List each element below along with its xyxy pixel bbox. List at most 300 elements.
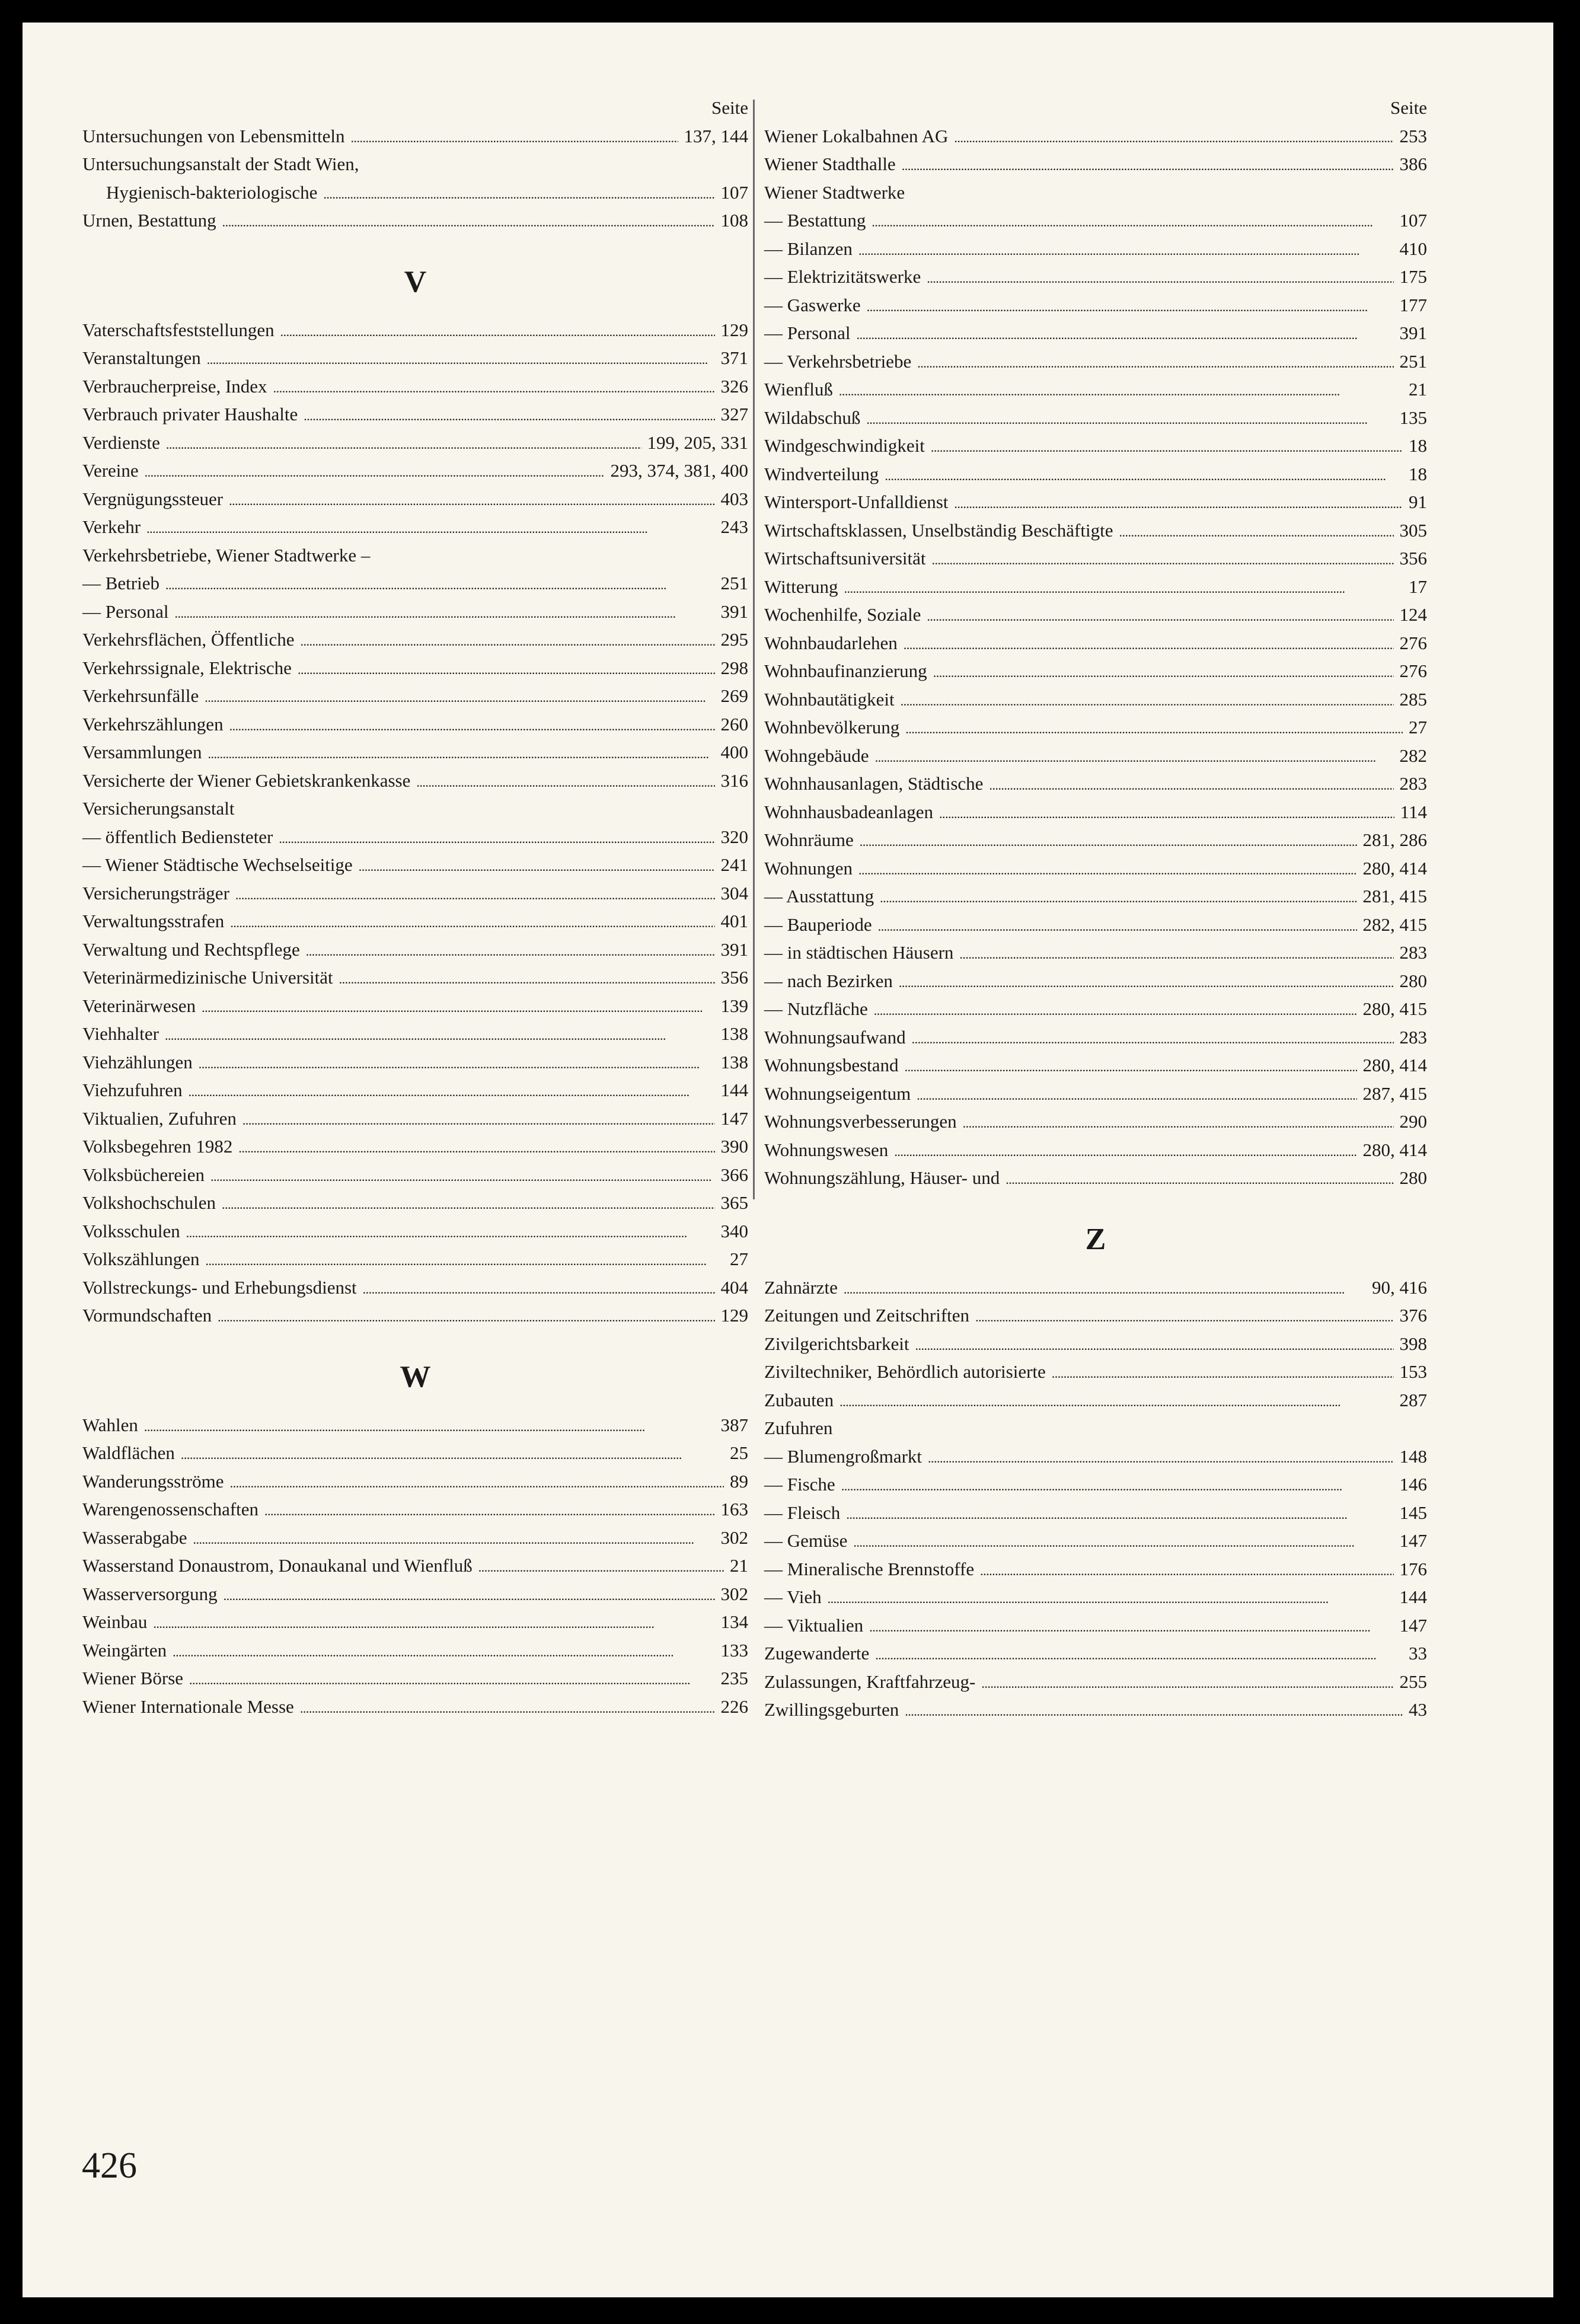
entry-label: Witterung [764,576,838,597]
entry-pages: 280, 414 [1362,1139,1427,1160]
entry-label: Volksbegehren 1982 [82,1136,233,1157]
entry-pages: 148 [1399,1445,1427,1467]
dot-leader [224,1580,715,1610]
entry-pages: 147 [720,1107,748,1129]
dot-leader [917,1080,1356,1110]
entry-label: — Vieh [764,1586,822,1607]
entry-pages: 280 [1399,970,1427,991]
index-page [23,23,1553,2297]
index-entry [764,1107,1427,1136]
entry-label: Wirtschaftsuniversität [764,548,926,569]
index-entry [764,1273,1427,1302]
index-entry [82,1104,748,1133]
index-entry [82,907,748,936]
dot-leader [844,573,1403,603]
dot-leader [235,879,715,909]
index-entry [764,601,1427,629]
index-entry [82,654,748,682]
dot-leader [954,122,1393,152]
index-entry [82,936,748,964]
entry-label: Viehzufuhren [82,1080,183,1100]
entry-pages: 18 [1409,463,1427,484]
index-entry [764,713,1427,742]
dot-leader [175,598,715,628]
dot-leader [218,1301,714,1332]
dot-leader [853,1527,1393,1557]
dot-leader [899,967,1394,997]
entry-label: — Fleisch [764,1502,841,1523]
entry-label: Verkehrsbetriebe, Wiener Stadtwerke – [82,544,371,566]
entry-pages: 33 [1409,1643,1427,1664]
dot-leader [840,1386,1393,1416]
entry-pages: 391 [720,601,748,622]
dot-leader [939,798,1394,828]
index-entry [764,1164,1427,1192]
index-entry [764,544,1427,573]
index-entry [82,1439,748,1467]
index-entry [764,967,1427,995]
index-entry [82,879,748,908]
index-entry [764,375,1427,404]
entry-pages: 138 [720,1023,748,1044]
dot-leader [839,375,1403,406]
index-entry [82,1217,748,1246]
index-entry [82,1161,748,1189]
entry-pages: 235 [720,1668,748,1688]
entry-pages: 129 [720,319,748,340]
index-entry [764,150,1427,178]
index-entry [82,823,748,851]
entry-label: — in städtischen Häusern [764,942,954,963]
index-entry [82,1608,748,1636]
entry-pages: 398 [1399,1333,1427,1354]
entry-pages: 255 [1399,1671,1427,1692]
dot-leader [975,1301,1393,1332]
entry-pages: 25 [730,1442,748,1463]
dot-leader [306,936,715,966]
entry-label: Zubauten [764,1389,834,1410]
index-entry [764,1442,1427,1471]
entry-pages: 163 [720,1499,748,1519]
entry-pages: 356 [720,967,748,988]
entry-label: Wohnbevölkerung [764,717,900,738]
entry-label: Viehzählungen [82,1051,193,1072]
index-entry [764,319,1427,347]
entry-pages: 176 [1399,1558,1427,1579]
entry-label: Veterinärmedizinische Universität [82,967,333,988]
entry-label: Wohnbautätigkeit [764,688,895,710]
dot-leader [858,235,1394,265]
entry-pages: 21 [730,1555,748,1576]
entry-label: Wohnungsaufwand [764,1026,906,1048]
index-entry [82,963,748,992]
dot-leader [339,963,715,994]
index-entry [82,1495,748,1524]
dot-leader [193,1524,715,1554]
entry-pages: 387 [720,1414,748,1435]
entry-pages: 410 [1399,238,1427,259]
dot-leader [917,347,1393,378]
entry-label: Volkshochschulen [82,1192,216,1213]
entry-pages: 27 [1409,717,1427,738]
index-entry [764,770,1427,798]
index-entry [764,460,1427,489]
entry-label: Untersuchungen von Lebensmitteln [82,125,345,146]
index-entry [82,206,748,235]
entry-label: Versammlungen [82,742,202,762]
index-entry [82,1189,748,1217]
dot-leader [153,1608,714,1638]
entry-label: — Wiener Städtische Wechselseitige [82,854,353,875]
entry-pages: 280, 414 [1362,1055,1427,1075]
index-column-left [82,94,748,1720]
dot-leader [901,685,1394,716]
dot-leader [300,625,714,656]
entry-label: — Gaswerke [764,294,861,315]
dot-leader [351,122,678,152]
entry-pages: 107 [720,181,748,203]
entry-label: Wohnräume [764,829,854,850]
entry-label: Zwillingsgeburten [764,1699,899,1720]
index-column-right [764,94,1427,1724]
dot-leader [229,710,715,740]
dot-leader [980,1555,1393,1585]
entry-pages: 21 [1409,379,1427,400]
index-entry [82,1524,748,1552]
index-entry [82,1467,748,1496]
entry-label: Wintersport-Unfalldienst [764,491,949,512]
entry-label: Versicherte der Wiener Gebietskrankenkasse [82,770,411,791]
index-entry [764,347,1427,376]
entry-pages: 260 [720,713,748,735]
entry-pages: 199, 205, 331 [647,432,748,453]
index-entry [764,1301,1427,1330]
dot-leader [1119,516,1393,547]
dot-leader [279,823,714,853]
dot-leader [904,629,1394,659]
entry-label: Wochenhilfe, Soziale [764,604,921,625]
index-entry [82,1132,748,1161]
entry-label: Wohnhausanlagen, Städtische [764,773,984,794]
dot-leader [927,601,1393,631]
entry-pages: 287, 415 [1362,1083,1427,1104]
entry-pages: 153 [1399,1361,1427,1382]
entry-pages: 293, 374, 381, 400 [610,460,748,481]
index-entry [82,150,748,178]
index-entry [764,516,1427,545]
entry-label: Wiener Stadtwerke [764,181,905,203]
dot-leader [885,460,1403,490]
entry-pages: 138 [720,1051,748,1072]
entry-label: — Verkehrsbetriebe [764,350,912,372]
entry-label: — öffentlich Bediensteter [82,826,273,847]
entry-label: Vormundschaften [82,1305,212,1326]
index-entry [764,1639,1427,1668]
entry-pages: 285 [1399,688,1427,710]
index-entry [82,1245,748,1273]
dot-leader [912,1023,1394,1054]
index-entry [764,1527,1427,1555]
entry-pages: 144 [1399,1586,1427,1607]
index-entry [82,794,748,823]
entry-pages: 269 [720,685,748,706]
entry-label: Warengenossenschaften [82,1499,259,1519]
index-entry [764,404,1427,432]
entry-label: Verkehr [82,516,141,537]
entry-pages: 283 [1399,773,1427,794]
dot-leader [222,1189,714,1219]
dot-leader [205,1245,724,1275]
entry-label: Vaterschaftsfeststellungen [82,319,274,340]
index-entry [82,344,748,372]
entry-label: Verkehrssignale, Elektrische [82,657,292,678]
index-entry [764,1080,1427,1108]
dot-leader [230,907,714,937]
dot-leader [880,882,1356,912]
dot-leader [264,1495,714,1525]
dot-leader [905,713,1403,743]
index-entry [764,1386,1427,1415]
entry-label: Zivilgerichtsbarkeit [764,1333,909,1354]
dot-leader [867,291,1394,321]
entry-label: Vereine [82,460,139,481]
entry-pages: 391 [720,938,748,960]
column-divider [753,100,755,1199]
entry-pages: 18 [1409,435,1427,456]
entry-pages: 283 [1399,1026,1427,1048]
entry-label: Verwaltung und Rechtspflege [82,938,300,960]
dot-leader [173,1636,714,1667]
entry-pages: 316 [720,770,748,791]
dot-leader [963,1107,1394,1138]
index-entry [82,456,748,485]
index-entry [764,911,1427,939]
index-entry [82,513,748,541]
entry-label: Verbraucherpreise, Index [82,375,267,397]
entry-pages: 305 [1399,519,1427,541]
index-entry [82,429,748,457]
dot-leader [869,1611,1393,1642]
dot-leader [872,206,1393,237]
entry-label: Vergnügungssteuer [82,488,224,509]
dot-leader [202,992,714,1022]
dot-leader [242,1104,715,1135]
entry-pages: 287 [1399,1389,1427,1410]
entry-pages: 326 [720,375,748,397]
index-entry [764,1696,1427,1724]
entry-label: — Viktualien [764,1614,864,1636]
entry-pages: 391 [1399,323,1427,343]
entry-label: Viktualien, Zufuhren [82,1107,237,1129]
dot-leader [186,1217,715,1247]
index-entry [82,400,748,429]
dot-leader [166,429,641,459]
entry-pages: 90, 416 [1372,1276,1427,1298]
entry-label: Volksschulen [82,1220,180,1241]
entry-pages: 340 [720,1220,748,1241]
index-entry [764,854,1427,883]
dot-leader [846,1499,1393,1529]
index-entry [764,1583,1427,1611]
index-entry [764,1611,1427,1640]
entry-label: — Elektrizitätswerke [764,266,921,287]
index-entry [82,767,748,795]
dot-leader [927,263,1393,293]
entry-pages: 282 [1399,745,1427,766]
entry-label: Verdienste [82,432,160,453]
dot-leader [222,206,715,237]
entry-label: Wohnbaufinanzierung [764,660,927,681]
index-entry [82,1273,748,1302]
entry-label: Zahnärzte [764,1276,838,1298]
entry-label: Ziviltechniker, Behördlich autorisierte [764,1361,1046,1382]
entry-label: Wohnungsbestand [764,1055,899,1075]
entry-label: — Bestattung [764,210,866,231]
index-entry [764,1414,1427,1442]
entry-label: — nach Bezirken [764,970,893,991]
entry-label: — Blumengroßmarkt [764,1445,923,1467]
page-number: 426 [82,2146,137,2186]
dot-leader [280,316,715,346]
entry-pages: 401 [720,911,748,931]
entry-pages: 366 [720,1164,748,1185]
entry-label: Verkehrszählungen [82,713,224,735]
entry-pages: 290 [1399,1111,1427,1132]
entry-label: Wanderungsströme [82,1470,224,1492]
entry-pages: 295 [720,629,748,650]
entry-pages: 371 [720,347,748,368]
index-entry [82,710,748,739]
entry-pages: 251 [720,573,748,593]
dot-leader [954,488,1403,518]
entry-label: — Ausstattung [764,886,874,906]
entry-label: Wiener Börse [82,1668,184,1688]
dot-leader [866,404,1393,434]
entry-pages: 147 [1399,1614,1427,1636]
entry-label: Volksbüchereien [82,1164,205,1185]
entry-pages: 124 [1399,604,1427,625]
dot-leader [981,1668,1393,1698]
entry-label: Wasserstand Donaustrom, Donaukanal und Wienfluß [82,1555,473,1576]
entry-label: — Nutzfläche [764,998,868,1019]
entry-label: Versicherungsträger [82,882,229,904]
entry-pages: 108 [720,210,748,231]
dot-leader [905,1051,1357,1081]
index-entry [764,573,1427,601]
entry-label: Wasserabgabe [82,1527,187,1548]
entry-label: Wildabschuß [764,407,861,428]
entry-pages: 253 [1399,125,1427,146]
dot-leader [323,178,714,209]
dot-leader [210,1161,714,1191]
index-entry [82,1580,748,1608]
entry-pages: 302 [720,1527,748,1548]
entry-label: — Fische [764,1474,835,1495]
index-entry [82,122,748,151]
dot-leader [894,1136,1356,1166]
entry-label: Zulassungen, Kraftfahrzeug- [764,1671,976,1692]
dot-leader [416,767,714,797]
dot-leader [165,569,715,599]
dot-leader [959,938,1393,969]
dot-leader [878,911,1357,941]
index-entry [82,541,748,570]
dot-leader [273,372,715,403]
index-entry [764,742,1427,770]
entry-label: Zeitungen und Zeitschriften [764,1305,970,1326]
entry-pages: 134 [720,1611,748,1632]
entry-pages: 133 [720,1639,748,1661]
entry-label: — Mineralische Brennstoffe [764,1558,975,1579]
dot-leader [205,682,714,712]
dot-leader [915,1330,1393,1360]
entry-pages: 43 [1409,1699,1427,1720]
entry-label: Verkehrsflächen, Öffentliche [82,629,295,650]
dot-leader [931,432,1403,462]
index-entry [82,1301,748,1330]
entry-pages: 403 [720,488,748,509]
index-entry [764,291,1427,320]
dot-leader [189,1664,714,1694]
entry-label: Wohnungen [764,857,853,879]
entry-pages: 243 [720,516,748,537]
entry-label: Wohnungseigentum [764,1083,911,1104]
dot-leader [875,742,1394,772]
entry-pages: 89 [730,1470,748,1492]
seite-header: Seite [1390,97,1427,118]
dot-leader [146,513,714,543]
dot-leader [932,544,1394,574]
entry-pages: 281, 286 [1362,829,1427,850]
entry-label: Hygienisch-bakteriologische [106,181,318,203]
index-entry [764,1470,1427,1499]
entry-label: — Betrieb [82,573,159,593]
dot-leader [207,344,715,374]
index-entry [764,882,1427,911]
dot-leader [145,456,605,487]
dot-leader [1052,1358,1394,1388]
entry-pages: 390 [720,1136,748,1157]
dot-leader [144,1411,715,1441]
index-entry [764,235,1427,263]
entry-pages: 139 [720,995,748,1016]
entry-label: Zufuhren [764,1418,833,1438]
dot-leader [181,1439,724,1469]
entry-pages: 175 [1399,266,1427,287]
dot-leader [841,1470,1394,1501]
entry-pages: 283 [1399,942,1427,963]
entry-pages: 365 [720,1192,748,1213]
entry-label: — Personal [82,601,169,622]
index-entry [82,1552,748,1580]
entry-pages: 145 [1399,1502,1427,1523]
entry-pages: 280 [1399,1167,1427,1188]
entry-pages: 302 [720,1583,748,1604]
entry-label: Wohnungszählung, Häuser- und [764,1167,1000,1188]
index-entry [764,1330,1427,1358]
entry-label: Versicherungsanstalt [82,798,235,819]
entry-label: Windgeschwindigkeit [764,435,925,456]
index-entry [764,629,1427,657]
dot-leader [230,1467,724,1498]
index-entry [82,1636,748,1665]
dot-leader [478,1552,724,1582]
entry-label: Wiener Internationale Messe [82,1696,294,1717]
index-entry [764,685,1427,714]
entry-pages: 327 [720,404,748,424]
entry-pages: 386 [1399,154,1427,174]
entry-label: Urnen, Bestattung [82,210,216,231]
